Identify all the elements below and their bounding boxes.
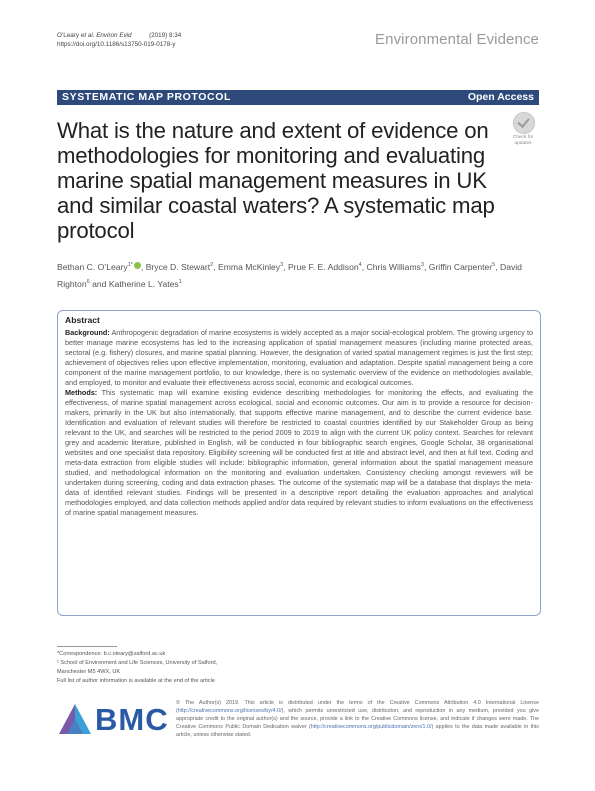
- author-affiliation-mark: 5: [492, 262, 496, 268]
- affiliation-line: ¹ School of Environment and Life Sciences, University of Salford,: [57, 660, 218, 666]
- author-list: [57, 258, 539, 292]
- open-access-label: Open Access: [467, 91, 534, 103]
- author-affiliation-mark: 3: [420, 262, 424, 268]
- affiliation-address: Manchester M5 4WX, UK: [57, 669, 121, 675]
- author-separator: ,: [423, 261, 429, 272]
- check-updates-line1: Check for: [512, 135, 534, 140]
- bmc-logo-icon: [57, 700, 93, 736]
- article-type-banner: [57, 90, 539, 105]
- orcid-icon[interactable]: [134, 262, 141, 269]
- author-affiliation-mark: 2: [210, 262, 214, 268]
- license-part1: © The Author(s) 2019. This article is distributed under the terms of the Creative Commons Attribution 4.0 International License (: [176, 700, 539, 714]
- bmc-logo: [57, 700, 172, 740]
- author-affiliation-mark: 1*: [127, 262, 133, 268]
- correspondence-email[interactable]: *Correspondence: b.c.oleary@salford.ac.uk: [57, 651, 166, 657]
- author-affiliation-mark: 1: [178, 278, 182, 285]
- author-name: Griffin Carpenter: [428, 261, 493, 272]
- abstract-background: [65, 328, 533, 388]
- check-icon: [513, 112, 535, 134]
- author-name: Katherine L. Yates: [108, 278, 179, 289]
- citation-authors: O’Leary: [57, 32, 81, 39]
- author-name: Bethan C. O’Leary: [57, 261, 128, 272]
- correspondence-block: [57, 650, 297, 686]
- author-separator: and: [89, 278, 109, 289]
- citation-year-pages: (2019) 8:34: [131, 32, 182, 39]
- citation-line: [57, 32, 181, 41]
- methods-text: This systematic map will examine existing evidence describing methodologies for monitoring the effects, and evaluating the effectiveness, of marine spatial management across ecological, social and economic outcomes. Our aim is to provide a resource for decision-makers, primarily in the UK but also internationally, that supports effective marine management, and to describe the current evidence base. Identification and evaluation of relevant studies will therefore be restricted to coastal countries identified by our Stakeholder Group as being relevant to the UK, and searches will be restricted to the period 2009 to 2019 to align with the current UK policy context. Searches for relevant grey and academic literature, published in English, will be conducted in four bibliographic search engines, Google Scholar, 38 organisational websites and one specialist data repository. Eligibility screening will be conducted first at title and abstract level, and then at full text. Coding and meta-data extraction from eligible studies will include: bibliographic information, general information about the spatial management measure studied, and methodological information on the monitoring and evaluation undertaken. Consistency checking amongst reviewers will be undertaken during screening, coding and data extraction phases. The outcome of the systematic map will be a database that displays the meta-data of identified relevant studies. Findings will be presented in a descriptive report detailing the evaluation approaches and analytical methodologies employed, and data collection methods applied and/or data required by relevant studies to inform evaluations on the effectiveness of marine spatial management measures.: [65, 387, 533, 517]
- author-name: Emma McKinley: [218, 261, 281, 272]
- journal-name: Environmental Evidence: [375, 31, 539, 48]
- license-part2: ), which permits unrestricted use, distribution, and reproduction in any medium, provided you give appropriate credit to the original author(s) and the source, provide a link to the Creative Commons license, and indicate if changes were made. The Creative Commons Public Domain Dedication waiver (: [176, 707, 539, 730]
- license-link-by[interactable]: http://creativecommons.org/licenses/by/4.0/: [177, 707, 282, 714]
- author-affiliation-mark: 3: [280, 262, 284, 268]
- footnote-divider: [57, 646, 117, 647]
- author-name: David Righton: [57, 261, 522, 289]
- abstract-methods: [65, 388, 533, 518]
- methods-label: Methods:: [65, 387, 98, 397]
- background-label: Background:: [65, 328, 110, 337]
- author-name: Prue F. E. Addison: [287, 261, 359, 272]
- check-for-updates-label: [508, 135, 538, 146]
- article-title: What is the nature and extent of evidence on methodologies for monitoring and evaluating marine spatial management measures in UK and similar coastal waters? A systematic map protocol: [57, 118, 495, 243]
- author-separator: ,: [361, 261, 367, 272]
- author-separator: ,: [495, 261, 500, 272]
- article-type-label: SYSTEMATIC MAP PROTOCOL: [62, 91, 231, 103]
- author-name: Bryce D. Stewart: [145, 261, 211, 272]
- background-text: Anthropogenic degradation of marine ecosystems is widely accepted as a major social-ecological problem. The growing urgency to better manage marine ecosystems has led to the increasing application of spatial management measures (including marine protected areas, sectoral (e.g. fishery) closures, and marine spatial planning. However, the designation of varied spatial management regimes is just the first step; achievement of objectives relies upon effective implementation, monitoring, evaluation and adaptation. Despite spatial management being a core component of the marine management portfolio, to our knowledge, there is no systematic overview of the evidence on methodologies available, and employed, to monitor and evaluate their effectiveness across social, economic and ecological outcomes.: [65, 328, 533, 387]
- license-part3: ) applies to the data made available in this article, unless otherwise stated.: [176, 723, 539, 738]
- author-separator: ,: [213, 261, 219, 272]
- author-affiliation-mark: 6: [86, 278, 90, 285]
- citation-journal: et al. Environ Evid: [80, 32, 132, 39]
- abstract-heading: Abstract: [65, 315, 100, 325]
- author-info-note: Full list of author information is available at the end of the article: [57, 678, 215, 684]
- author-separator: ,: [283, 261, 288, 272]
- author-separator: ,: [140, 261, 146, 272]
- license-link-zero[interactable]: http://creativecommons.org/publicdomain/zero/1.0/: [310, 723, 432, 730]
- license-text: [176, 700, 539, 740]
- abstract-box: [57, 310, 541, 616]
- check-for-updates-badge[interactable]: [508, 112, 538, 150]
- bmc-wordmark: BMC: [95, 702, 169, 737]
- author-name: Chris Williams: [366, 261, 421, 272]
- author-affiliation-mark: 4: [358, 262, 362, 268]
- citation-block: [57, 32, 181, 49]
- doi-link[interactable]: https://doi.org/10.1186/s13750-019-0178-y: [57, 40, 176, 48]
- check-updates-line2: updates: [514, 140, 532, 146]
